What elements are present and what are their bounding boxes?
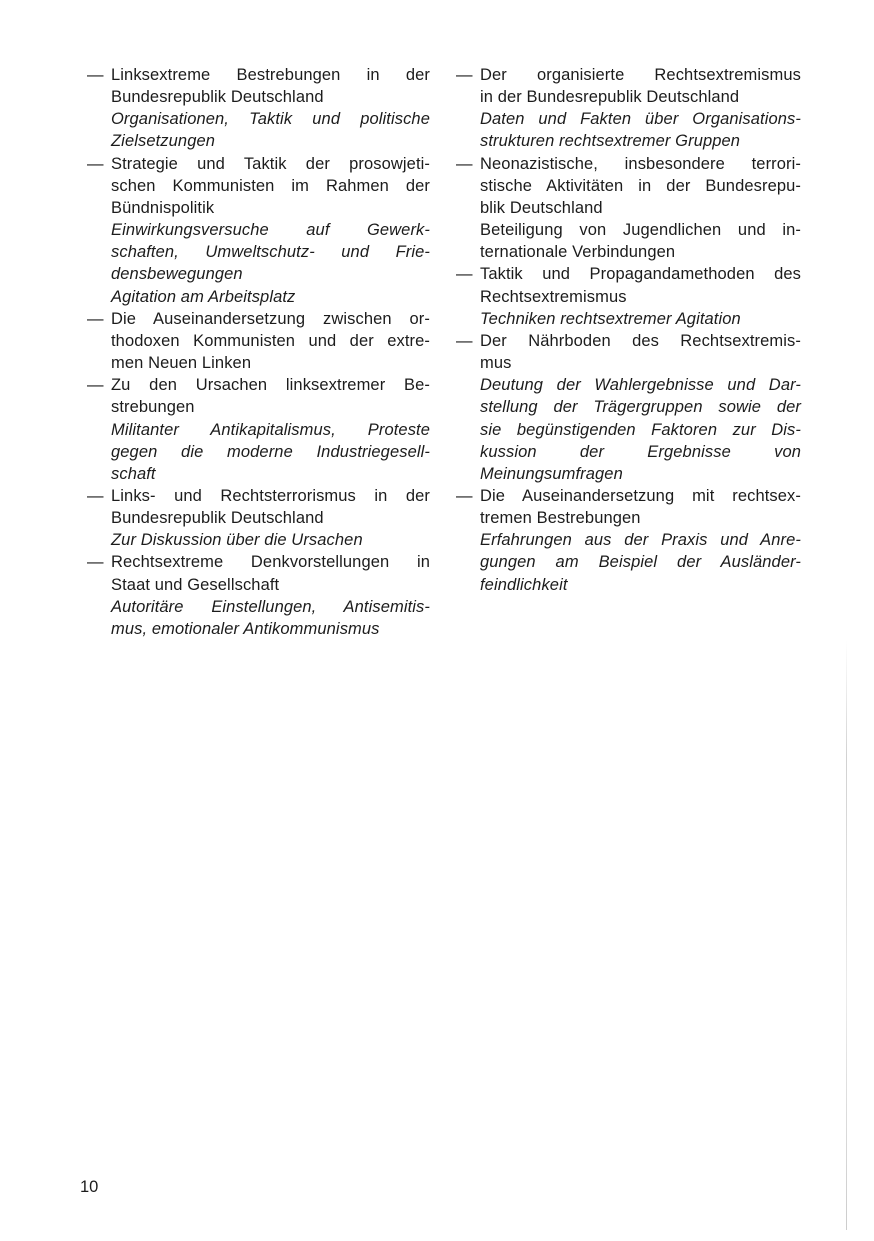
list-item (456, 153, 801, 264)
entry-title-line: Bundesrepublik Deutschland (111, 88, 324, 107)
dash-marker: — (456, 265, 473, 284)
entry-title-line: Rechtsextremismus (480, 287, 627, 306)
entry-title-line: Rechtsextreme Denkvorstellungen in (111, 553, 430, 572)
entry-subtitle-line: gegen die moderne Industriegesell- (111, 442, 430, 461)
entry-subtitle-line: Zur Diskussion über die Ursachen (111, 531, 363, 550)
right-column (456, 64, 801, 596)
entry-title-line: mus (480, 354, 512, 373)
entry-subtitle-line: Organisationen, Taktik und politische (111, 110, 430, 129)
entry-subtitle-line: Autoritäre Einstellungen, Antisemitis- (111, 597, 430, 616)
dash-marker: — (456, 154, 473, 173)
list-item (456, 330, 801, 485)
entry-subtitle-line: Meinungsumfragen (480, 464, 623, 483)
entry-title-line: thodoxen Kommunisten und der extre- (111, 331, 430, 350)
dash-marker: — (87, 309, 104, 328)
entry-subtitle-line: Techniken rechtsextremer Agitation (480, 309, 741, 328)
list-item (87, 308, 430, 374)
entry-title-line: Der organisierte Rechtsextremismus (480, 66, 801, 84)
dash-marker: — (87, 66, 104, 84)
dash-marker: — (87, 154, 104, 173)
entry-subtitle-line: Militanter Antikapitalismus, Proteste (111, 420, 430, 439)
dash-marker: — (456, 66, 473, 84)
dash-marker: — (87, 486, 104, 505)
list-item (87, 153, 430, 308)
entry-subtitle-line: Agitation am Arbeitsplatz (111, 287, 296, 306)
entry-title-line: Linksextreme Bestrebungen in der (111, 66, 430, 84)
list-item (87, 551, 430, 640)
entry-subtitle-line: strukturen rechtsextremer Gruppen (480, 132, 741, 151)
list-item (456, 485, 801, 596)
entry-title-line: Staat und Gesellschaft (111, 575, 280, 594)
entry-subtitle-line: Daten und Fakten über Organisations- (480, 110, 801, 129)
entry-title-line: Bündnispolitik (111, 198, 215, 217)
entry-title-line: Zu den Ursachen linksextremer Be- (111, 376, 430, 395)
entry-title-line: blik Deutschland (480, 198, 603, 217)
entry-subtitle-line: schaft (111, 464, 156, 483)
entry-title-line: stische Aktivitäten in der Bundesrepu- (480, 176, 801, 195)
entry-subtitle-line: schaften, Umweltschutz- und Frie- (111, 243, 430, 262)
dash-marker: — (87, 376, 104, 395)
entry-title-line: in der Bundesrepublik Deutschland (480, 88, 740, 107)
entry-subtitle-line: kussion der Ergebnisse von (480, 442, 801, 461)
scan-edge-line (846, 640, 847, 1230)
entry-subtitle-line: densbewegungen (111, 265, 243, 284)
entry-title-line: Bundesrepublik Deutschland (111, 509, 324, 528)
list-item (456, 64, 801, 153)
entry-subtitle-line: Erfahrungen aus der Praxis und Anre- (480, 531, 801, 550)
entry-title-line: schen Kommunisten im Rahmen der (111, 176, 430, 195)
dash-marker: — (456, 486, 473, 505)
entry-title-line: Der Nährboden des Rechtsextremis- (480, 331, 801, 350)
list-item (87, 485, 430, 551)
entry-title-line: ternationale Verbindungen (480, 243, 676, 262)
dash-marker: — (87, 553, 104, 572)
entry-title-line: Die Auseinandersetzung zwischen or- (111, 309, 430, 328)
entry-subtitle-line: Zielsetzungen (111, 132, 216, 151)
entry-title-line: strebungen (111, 398, 195, 417)
entry-title-line: Beteiligung von Jugendlichen und in- (480, 221, 801, 240)
entry-title-line: Strategie und Taktik der prosowjeti- (111, 154, 430, 173)
entry-title-line: Links- und Rechtsterrorismus in der (111, 486, 430, 505)
entry-title-line: tremen Bestrebungen (480, 509, 641, 528)
entry-subtitle-line: sie begünstigenden Faktoren zur Dis- (480, 420, 801, 439)
list-item (456, 263, 801, 329)
dash-marker: — (456, 331, 473, 350)
list-item (87, 374, 430, 485)
entry-subtitle-line: feindlichkeit (480, 575, 568, 594)
entry-title-line: Neonazistische, insbesondere terrori- (480, 154, 801, 173)
entry-subtitle-line: gungen am Beispiel der Ausländer- (480, 553, 801, 572)
entry-subtitle-line: stellung der Trägergruppen sowie der (480, 398, 801, 417)
left-column (87, 64, 430, 640)
entry-subtitle-line: Einwirkungsversuche auf Gewerk- (111, 221, 430, 240)
entry-title-line: Taktik und Propagandamethoden des (480, 265, 801, 284)
entry-subtitle-line: mus, emotionaler Antikommunismus (111, 619, 380, 638)
entry-title-line: men Neuen Linken (111, 354, 252, 373)
page-number: 10 (80, 1178, 99, 1196)
entry-title-line: Die Auseinandersetzung mit rechtsex- (480, 486, 801, 505)
entry-subtitle-line: Deutung der Wahlergebnisse und Dar- (480, 376, 801, 395)
list-item (87, 64, 430, 153)
